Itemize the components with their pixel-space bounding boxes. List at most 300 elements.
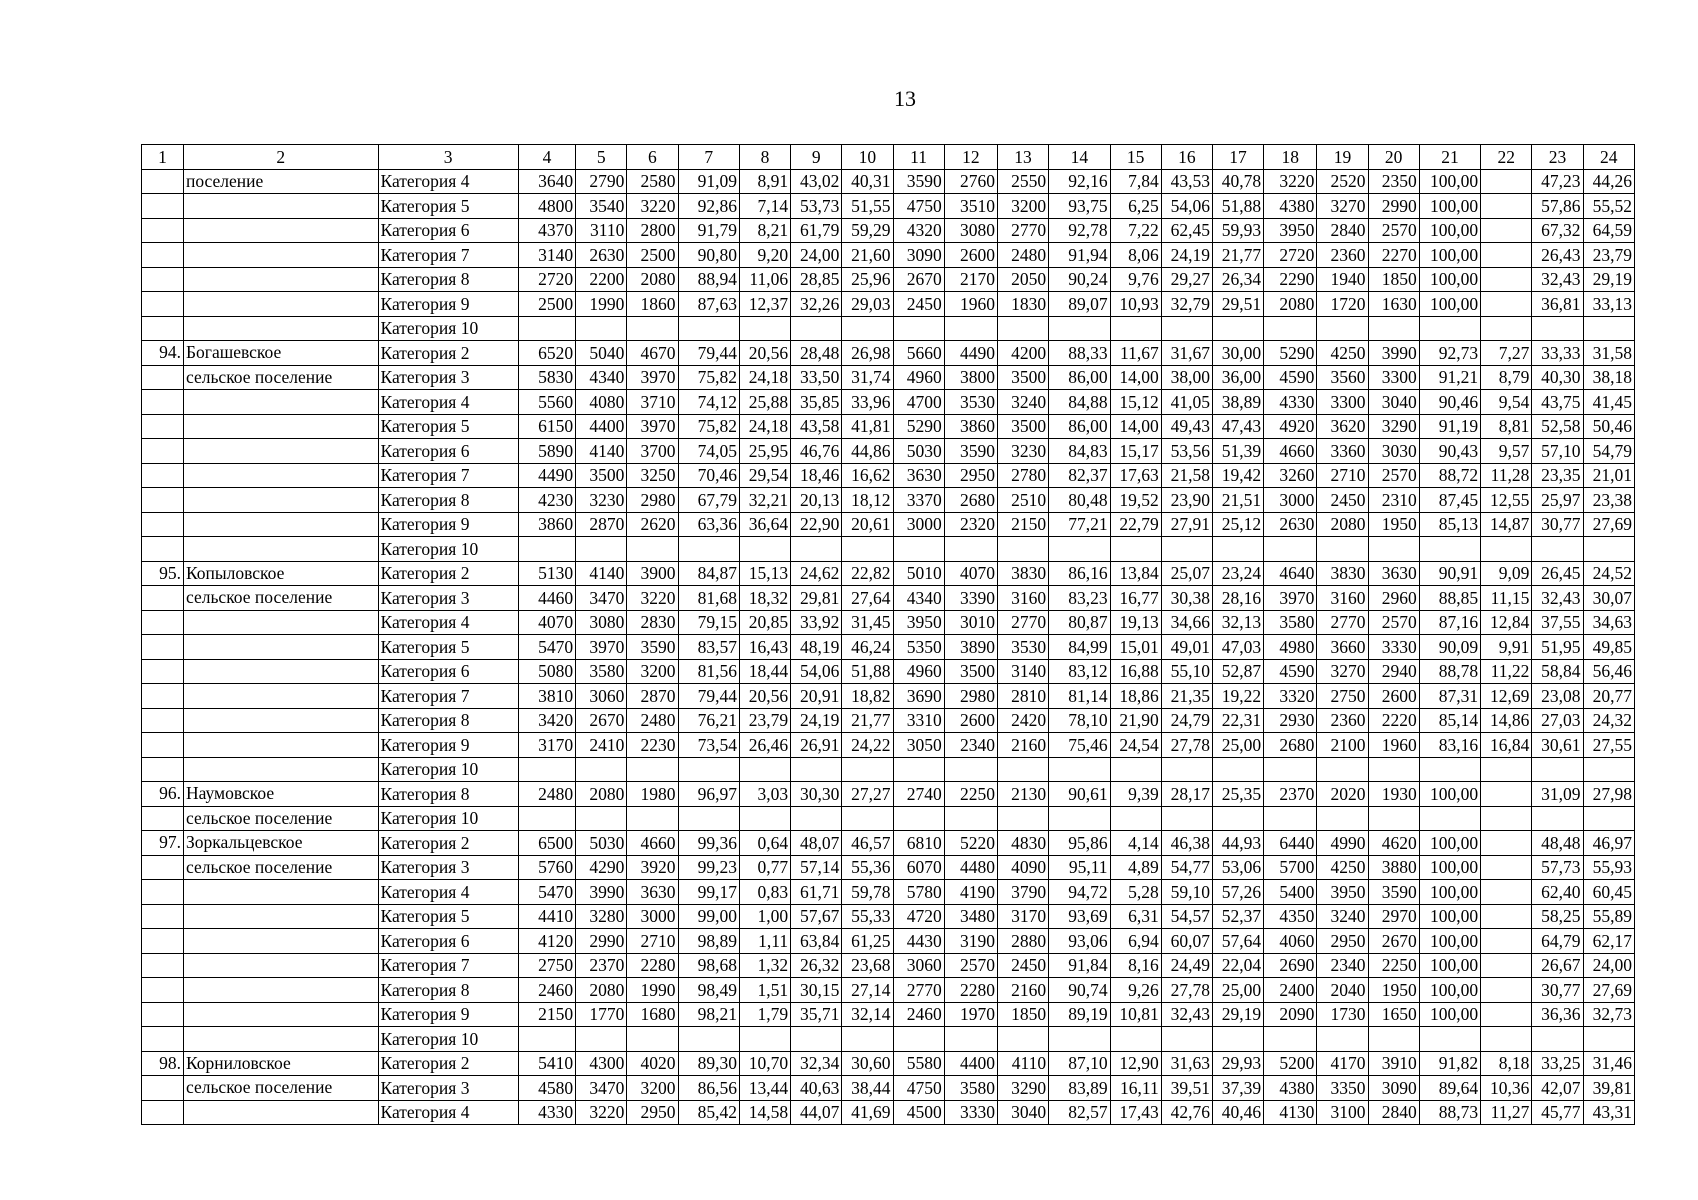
value-cell: 16,77 (1110, 586, 1161, 611)
value-cell: 2680 (944, 488, 997, 513)
value-cell (627, 316, 678, 341)
category-cell: Категория 4 (378, 1100, 518, 1125)
value-cell: 45,77 (1532, 1100, 1583, 1125)
value-cell (1481, 855, 1532, 880)
value-cell: 2080 (576, 782, 627, 807)
value-cell: 35,71 (791, 1002, 842, 1027)
table-row (142, 316, 1635, 341)
value-cell: 4830 (997, 831, 1048, 856)
value-cell: 23,24 (1212, 561, 1263, 586)
table-row (142, 169, 1635, 194)
value-cell: 2360 (1317, 708, 1368, 733)
value-cell: 86,00 (1049, 365, 1110, 390)
value-cell: 33,13 (1583, 292, 1634, 317)
value-cell: 13,84 (1110, 561, 1161, 586)
value-cell: 2990 (1368, 194, 1419, 219)
value-cell: 83,16 (1419, 733, 1480, 758)
value-cell (576, 316, 627, 341)
value-cell: 92,78 (1049, 218, 1110, 243)
value-cell (1481, 537, 1532, 562)
value-cell (1583, 1027, 1634, 1052)
value-cell: 3350 (1317, 1076, 1368, 1101)
value-cell: 49,85 (1583, 635, 1634, 660)
value-cell: 1830 (997, 292, 1048, 317)
value-cell: 80,48 (1049, 488, 1110, 513)
value-cell: 3300 (1368, 365, 1419, 390)
value-cell: 88,78 (1419, 659, 1480, 684)
value-cell: 3010 (944, 610, 997, 635)
value-cell (842, 537, 893, 562)
value-cell: 88,72 (1419, 463, 1480, 488)
value-cell: 24,00 (791, 243, 842, 268)
value-cell: 33,92 (791, 610, 842, 635)
value-cell: 80,87 (1049, 610, 1110, 635)
value-cell (1532, 537, 1583, 562)
value-cell: 19,22 (1212, 684, 1263, 709)
value-cell (1583, 316, 1634, 341)
value-cell: 3200 (627, 659, 678, 684)
value-cell: 6500 (518, 831, 575, 856)
settlement-name-cell (183, 414, 378, 439)
value-cell: 32,34 (791, 1051, 842, 1076)
value-cell: 2570 (1368, 610, 1419, 635)
value-cell: 4460 (518, 586, 575, 611)
value-cell: 32,43 (1532, 586, 1583, 611)
value-cell: 5010 (893, 561, 944, 586)
value-cell: 63,84 (791, 929, 842, 954)
value-cell: 31,09 (1532, 782, 1583, 807)
value-cell (1419, 757, 1480, 782)
value-cell: 55,10 (1161, 659, 1212, 684)
value-cell: 55,52 (1583, 194, 1634, 219)
column-header-23: 23 (1532, 145, 1583, 170)
value-cell: 17,63 (1110, 463, 1161, 488)
value-cell: 2600 (1368, 684, 1419, 709)
settlement-name-cell (183, 684, 378, 709)
value-cell: 1,32 (739, 953, 790, 978)
value-cell: 34,66 (1161, 610, 1212, 635)
category-cell: Категория 7 (378, 463, 518, 488)
value-cell: 20,13 (791, 488, 842, 513)
value-cell: 95,86 (1049, 831, 1110, 856)
table-row (142, 218, 1635, 243)
table-row (142, 390, 1635, 415)
value-cell: 87,45 (1419, 488, 1480, 513)
value-cell: 59,93 (1212, 218, 1263, 243)
value-cell: 2680 (1264, 733, 1317, 758)
value-cell: 3260 (1264, 463, 1317, 488)
value-cell: 6070 (893, 855, 944, 880)
settlement-name-cell (183, 757, 378, 782)
row-number-cell (142, 659, 184, 684)
value-cell (1212, 537, 1263, 562)
category-cell: Категория 2 (378, 831, 518, 856)
value-cell: 2830 (627, 610, 678, 635)
category-cell: Категория 8 (378, 978, 518, 1003)
table-row (142, 561, 1635, 586)
value-cell: 4200 (997, 341, 1048, 366)
value-cell: 22,31 (1212, 708, 1263, 733)
value-cell: 98,68 (678, 953, 739, 978)
value-cell: 5660 (893, 341, 944, 366)
value-cell: 40,46 (1212, 1100, 1263, 1125)
category-cell: Категория 10 (378, 806, 518, 831)
value-cell: 3390 (944, 586, 997, 611)
value-cell: 100,00 (1419, 953, 1480, 978)
value-cell (678, 757, 739, 782)
value-cell: 3270 (1317, 194, 1368, 219)
value-cell: 5040 (576, 341, 627, 366)
value-cell: 2750 (518, 953, 575, 978)
settlement-name-cell (183, 488, 378, 513)
value-cell: 62,17 (1583, 929, 1634, 954)
table-row (142, 684, 1635, 709)
value-cell: 2350 (1368, 169, 1419, 194)
value-cell: 4750 (893, 194, 944, 219)
value-cell: 53,06 (1212, 855, 1263, 880)
value-cell: 37,55 (1532, 610, 1583, 635)
value-cell: 27,27 (842, 782, 893, 807)
value-cell: 31,63 (1161, 1051, 1212, 1076)
value-cell: 26,67 (1532, 953, 1583, 978)
value-cell: 100,00 (1419, 1002, 1480, 1027)
value-cell: 92,16 (1049, 169, 1110, 194)
value-cell: 27,64 (842, 586, 893, 611)
value-cell (1481, 1027, 1532, 1052)
value-cell: 2800 (627, 218, 678, 243)
row-number-cell (142, 292, 184, 317)
value-cell: 2360 (1317, 243, 1368, 268)
value-cell: 36,36 (1532, 1002, 1583, 1027)
value-cell: 44,07 (791, 1100, 842, 1125)
value-cell: 8,81 (1481, 414, 1532, 439)
value-cell: 99,36 (678, 831, 739, 856)
column-header-19: 19 (1317, 145, 1368, 170)
value-cell: 90,74 (1049, 978, 1110, 1003)
row-number-cell (142, 267, 184, 292)
value-cell: 0,83 (739, 880, 790, 905)
value-cell: 3830 (997, 561, 1048, 586)
value-cell: 100,00 (1419, 292, 1480, 317)
value-cell: 2840 (1317, 218, 1368, 243)
column-header-18: 18 (1264, 145, 1317, 170)
value-cell: 2170 (944, 267, 997, 292)
value-cell: 51,55 (842, 194, 893, 219)
value-cell: 3310 (893, 708, 944, 733)
value-cell: 2670 (1368, 929, 1419, 954)
value-cell: 1950 (1368, 978, 1419, 1003)
value-cell: 29,19 (1583, 267, 1634, 292)
value-cell: 48,19 (791, 635, 842, 660)
value-cell: 2310 (1368, 488, 1419, 513)
table-row (142, 929, 1635, 954)
value-cell: 43,58 (791, 414, 842, 439)
value-cell: 67,79 (678, 488, 739, 513)
value-cell: 3580 (576, 659, 627, 684)
value-cell: 13,44 (739, 1076, 790, 1101)
value-cell (791, 1027, 842, 1052)
value-cell: 44,86 (842, 439, 893, 464)
value-cell: 3580 (944, 1076, 997, 1101)
value-cell: 3220 (627, 586, 678, 611)
value-cell: 30,77 (1532, 512, 1583, 537)
value-cell: 7,27 (1481, 341, 1532, 366)
value-cell: 5030 (893, 439, 944, 464)
value-cell (678, 1027, 739, 1052)
value-cell (739, 1027, 790, 1052)
value-cell: 4300 (576, 1051, 627, 1076)
value-cell: 10,70 (739, 1051, 790, 1076)
value-cell: 39,81 (1583, 1076, 1634, 1101)
value-cell: 20,56 (739, 684, 790, 709)
row-number-cell (142, 635, 184, 660)
value-cell: 3270 (1317, 659, 1368, 684)
value-cell: 98,21 (678, 1002, 739, 1027)
value-cell (893, 1027, 944, 1052)
category-cell: Категория 4 (378, 880, 518, 905)
value-cell: 100,00 (1419, 929, 1480, 954)
value-cell: 3640 (518, 169, 575, 194)
value-cell: 98,89 (678, 929, 739, 954)
value-cell (944, 757, 997, 782)
value-cell: 32,43 (1532, 267, 1583, 292)
value-cell: 12,84 (1481, 610, 1532, 635)
value-cell: 2740 (893, 782, 944, 807)
value-cell: 1,00 (739, 904, 790, 929)
value-cell: 15,17 (1110, 439, 1161, 464)
value-cell: 24,32 (1583, 708, 1634, 733)
value-cell: 18,82 (842, 684, 893, 709)
column-header-8: 8 (739, 145, 790, 170)
value-cell (1161, 537, 1212, 562)
settlement-name-cell: сельское поселение (183, 365, 378, 390)
value-cell (1110, 1027, 1161, 1052)
value-cell: 3060 (893, 953, 944, 978)
value-cell: 90,46 (1419, 390, 1480, 415)
row-number-cell: 97. (142, 831, 184, 856)
value-cell: 2480 (627, 708, 678, 733)
value-cell: 3040 (1368, 390, 1419, 415)
value-cell: 8,16 (1110, 953, 1161, 978)
value-cell (1110, 537, 1161, 562)
value-cell: 4590 (1264, 659, 1317, 684)
value-cell: 75,82 (678, 414, 739, 439)
value-cell: 5290 (1264, 341, 1317, 366)
row-number-cell: 96. (142, 782, 184, 807)
value-cell: 24,18 (739, 365, 790, 390)
value-cell: 4590 (1264, 365, 1317, 390)
value-cell: 21,77 (1212, 243, 1263, 268)
value-cell (518, 1027, 575, 1052)
value-cell: 22,04 (1212, 953, 1263, 978)
value-cell: 2400 (1264, 978, 1317, 1003)
value-cell: 19,42 (1212, 463, 1263, 488)
value-cell: 61,79 (791, 218, 842, 243)
value-cell (1264, 757, 1317, 782)
value-cell: 4800 (518, 194, 575, 219)
value-cell: 3220 (1264, 169, 1317, 194)
value-cell: 19,52 (1110, 488, 1161, 513)
value-cell (1481, 904, 1532, 929)
value-cell: 1960 (944, 292, 997, 317)
value-cell: 100,00 (1419, 782, 1480, 807)
value-cell: 31,46 (1583, 1051, 1634, 1076)
value-cell: 22,79 (1110, 512, 1161, 537)
value-cell: 100,00 (1419, 904, 1480, 929)
value-cell: 2480 (518, 782, 575, 807)
row-number-cell (142, 708, 184, 733)
value-cell (1049, 316, 1110, 341)
value-cell: 2600 (944, 708, 997, 733)
value-cell: 2200 (576, 267, 627, 292)
value-cell: 62,45 (1161, 218, 1212, 243)
value-cell: 26,34 (1212, 267, 1263, 292)
value-cell: 2150 (518, 1002, 575, 1027)
value-cell: 61,25 (842, 929, 893, 954)
value-cell: 30,77 (1532, 978, 1583, 1003)
value-cell: 52,58 (1532, 414, 1583, 439)
value-cell (791, 757, 842, 782)
value-cell: 3170 (997, 904, 1048, 929)
value-cell: 22,90 (791, 512, 842, 537)
value-cell: 11,67 (1110, 341, 1161, 366)
value-cell: 24,62 (791, 561, 842, 586)
value-cell: 3950 (893, 610, 944, 635)
category-cell: Категория 6 (378, 929, 518, 954)
value-cell: 14,86 (1481, 708, 1532, 733)
value-cell: 11,27 (1481, 1100, 1532, 1125)
settlement-name-cell (183, 463, 378, 488)
value-cell: 89,19 (1049, 1002, 1110, 1027)
row-number-cell (142, 978, 184, 1003)
settlement-name-cell (183, 1027, 378, 1052)
value-cell: 4410 (518, 904, 575, 929)
value-cell: 4340 (893, 586, 944, 611)
value-cell: 2290 (1264, 267, 1317, 292)
value-cell: 2080 (1264, 292, 1317, 317)
value-cell: 56,46 (1583, 659, 1634, 684)
value-cell: 17,43 (1110, 1100, 1161, 1125)
value-cell: 3580 (1264, 610, 1317, 635)
value-cell: 37,39 (1212, 1076, 1263, 1101)
value-cell: 51,88 (842, 659, 893, 684)
value-cell: 88,33 (1049, 341, 1110, 366)
value-cell: 90,24 (1049, 267, 1110, 292)
value-cell: 0,77 (739, 855, 790, 880)
value-cell: 4290 (576, 855, 627, 880)
value-cell: 44,93 (1212, 831, 1263, 856)
value-cell (739, 806, 790, 831)
value-cell: 1950 (1368, 512, 1419, 537)
value-cell: 89,64 (1419, 1076, 1480, 1101)
value-cell: 3530 (944, 390, 997, 415)
category-cell: Категория 7 (378, 243, 518, 268)
value-cell (1161, 757, 1212, 782)
row-number-cell (142, 1100, 184, 1125)
value-cell: 3950 (1264, 218, 1317, 243)
value-cell (518, 806, 575, 831)
column-header-5: 5 (576, 145, 627, 170)
table-row (142, 292, 1635, 317)
value-cell (1481, 243, 1532, 268)
value-cell: 2750 (1317, 684, 1368, 709)
value-cell: 14,87 (1481, 512, 1532, 537)
value-cell (1532, 316, 1583, 341)
value-cell (1532, 757, 1583, 782)
category-cell: Категория 8 (378, 782, 518, 807)
value-cell: 21,90 (1110, 708, 1161, 733)
value-cell: 25,88 (739, 390, 790, 415)
value-cell: 93,06 (1049, 929, 1110, 954)
settlement-name-cell (183, 978, 378, 1003)
category-cell: Категория 6 (378, 659, 518, 684)
settlement-name-cell: Богашевское (183, 341, 378, 366)
value-cell: 25,97 (1532, 488, 1583, 513)
value-cell: 2480 (997, 243, 1048, 268)
value-cell: 60,45 (1583, 880, 1634, 905)
value-cell: 32,73 (1583, 1002, 1634, 1027)
value-cell: 3320 (1264, 684, 1317, 709)
value-cell (1583, 806, 1634, 831)
value-cell: 41,05 (1161, 390, 1212, 415)
value-cell (842, 1027, 893, 1052)
value-cell: 24,18 (739, 414, 790, 439)
value-cell: 1990 (627, 978, 678, 1003)
value-cell: 3250 (627, 463, 678, 488)
value-cell: 55,36 (842, 855, 893, 880)
value-cell (739, 316, 790, 341)
value-cell: 3470 (576, 586, 627, 611)
value-cell: 34,63 (1583, 610, 1634, 635)
value-cell: 1970 (944, 1002, 997, 1027)
value-cell: 22,82 (842, 561, 893, 586)
value-cell: 1770 (576, 1002, 627, 1027)
value-cell: 7,14 (739, 194, 790, 219)
value-cell: 1730 (1317, 1002, 1368, 1027)
value-cell: 54,06 (1161, 194, 1212, 219)
category-cell: Категория 8 (378, 488, 518, 513)
value-cell (1317, 537, 1368, 562)
settlement-name-cell (183, 243, 378, 268)
settlement-name-cell: Зоркальцевское (183, 831, 378, 856)
value-cell: 2040 (1317, 978, 1368, 1003)
value-cell: 86,56 (678, 1076, 739, 1101)
value-cell (1049, 757, 1110, 782)
value-cell (739, 757, 790, 782)
value-cell: 33,50 (791, 365, 842, 390)
table-row (142, 855, 1635, 880)
value-cell: 38,18 (1583, 365, 1634, 390)
value-cell (1481, 782, 1532, 807)
value-cell: 2760 (944, 169, 997, 194)
value-cell: 2280 (944, 978, 997, 1003)
value-cell: 3000 (627, 904, 678, 929)
value-cell: 87,63 (678, 292, 739, 317)
value-cell: 75,46 (1049, 733, 1110, 758)
value-cell: 55,89 (1583, 904, 1634, 929)
value-cell (1317, 316, 1368, 341)
value-cell: 21,01 (1583, 463, 1634, 488)
category-cell: Категория 10 (378, 537, 518, 562)
value-cell: 3800 (944, 365, 997, 390)
value-cell: 93,69 (1049, 904, 1110, 929)
header-row (142, 145, 1635, 170)
settlement-name-cell (183, 880, 378, 905)
value-cell: 2130 (997, 782, 1048, 807)
row-number-cell (142, 194, 184, 219)
value-cell (678, 537, 739, 562)
value-cell: 14,58 (739, 1100, 790, 1125)
